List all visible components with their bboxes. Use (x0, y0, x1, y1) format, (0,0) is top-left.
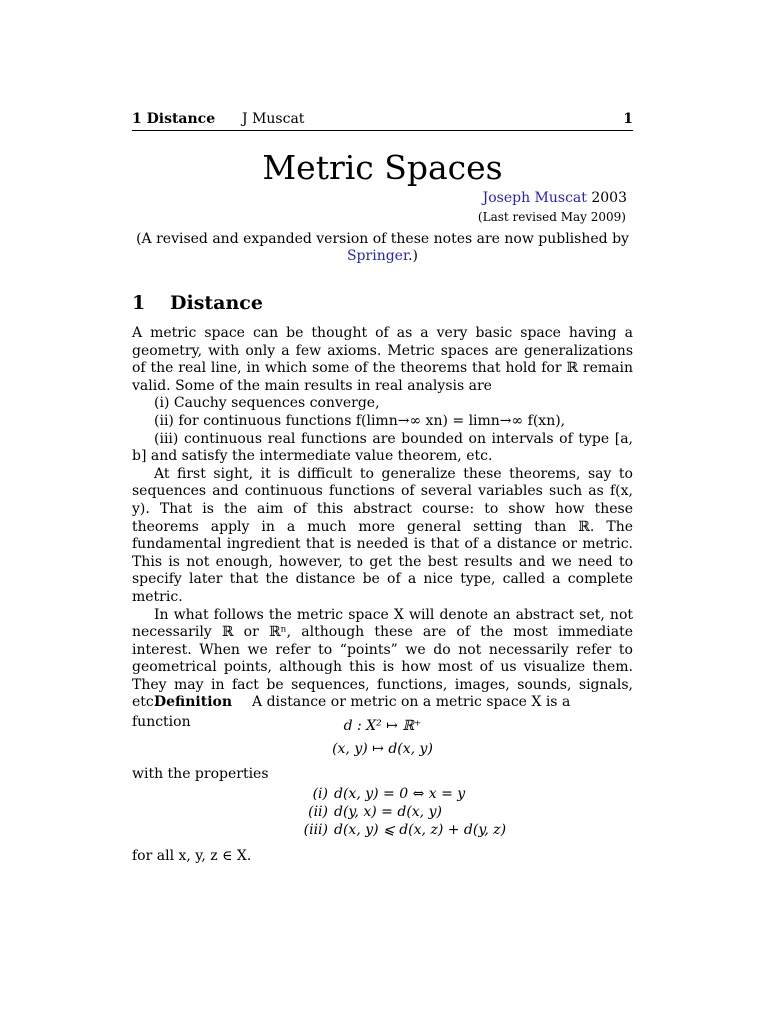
section-heading (132, 290, 263, 316)
intro-paragraph: A metric space can be thought of as a very basic space having a geometry, with only a few axioms. Metric spaces are generalizations of the real line, in which some of the theorems that hold for ℝ remain valid. Some of the main results in real analysis are (132, 325, 633, 394)
axiom-formula: d(y, x) = d(x, y) (334, 804, 442, 820)
section-number: 1 (132, 292, 146, 314)
paragraph: At first sight, it is difficult to generalize these theorems, say to sequences and continuous functions of several variables such as f(x, y). That is the aim of this abstract course: to show how these theorems apply in a much more general setting than ℝ. The fundamental ingredient that is needed is that of a distance or metric. This is not enough, however, to get the best results and we need to specify later that the distance be of a nice type, called a complete metric. (132, 465, 633, 605)
author-line (483, 188, 627, 208)
axiom-1 (282, 785, 465, 803)
notice-tail: .) (408, 248, 419, 264)
section-title: Distance (170, 292, 263, 314)
definition-label: Definition (154, 694, 233, 710)
properties-intro: with the properties (132, 766, 269, 782)
list-item: (ii) for continuous functions f(limn→∞ xn) = limn→∞ f(xn), (154, 412, 566, 429)
springer-link[interactable]: Springer (346, 248, 409, 264)
notice-text: (A revised and expanded version of these notes are now published by (136, 231, 629, 247)
author-link[interactable]: Joseph Muscat (482, 190, 587, 206)
axiom-label: (i) (312, 786, 328, 802)
definition-map-1: d : X² ↦ ℝ⁺ (343, 718, 422, 734)
list-item: (iii) continuous real functions are bounded on intervals of type [a, b] and satisfy the intermediate value theorem, etc. (132, 430, 633, 465)
definition-map-2: (x, y) ↦ d(x, y) (332, 741, 433, 757)
revised-note: (Last revised May 2009) (477, 210, 626, 224)
axiom-formula: d(x, y) = 0 ⇔ x = y (334, 786, 466, 802)
body-text (132, 325, 633, 712)
author-year: 2003 (591, 190, 627, 206)
definition-text: A distance or metric on a metric space X is a function (132, 694, 571, 730)
running-header (132, 108, 633, 131)
page-number: 1 (623, 111, 633, 127)
axiom-label: (ii) (308, 804, 328, 820)
quantifier-line: for all x, y, z ∈ X. (132, 848, 252, 864)
axiom-label: (iii) (303, 822, 328, 838)
publication-notice (132, 231, 633, 265)
paragraph: In what follows the metric space X will denote an abstract set, not necessarily ℝ or ℝⁿ, although these are of the most immediate interest. When we refer to “points” we do not necessarily refer to geometrical points, although this is how most of us visualize them. They may in fact be sequences, functions, images, sounds, signals, etc. (132, 606, 633, 711)
axiom-2 (282, 803, 442, 821)
header-author: J Muscat (242, 111, 305, 127)
axiom-3 (282, 821, 506, 839)
header-section: 1 Distance (132, 111, 216, 127)
axiom-formula: d(x, y) ⩽ d(x, z) + d(y, z) (334, 822, 507, 838)
list-item: (i) Cauchy sequences converge, (154, 395, 380, 412)
document-title: Metric Spaces (262, 148, 503, 187)
